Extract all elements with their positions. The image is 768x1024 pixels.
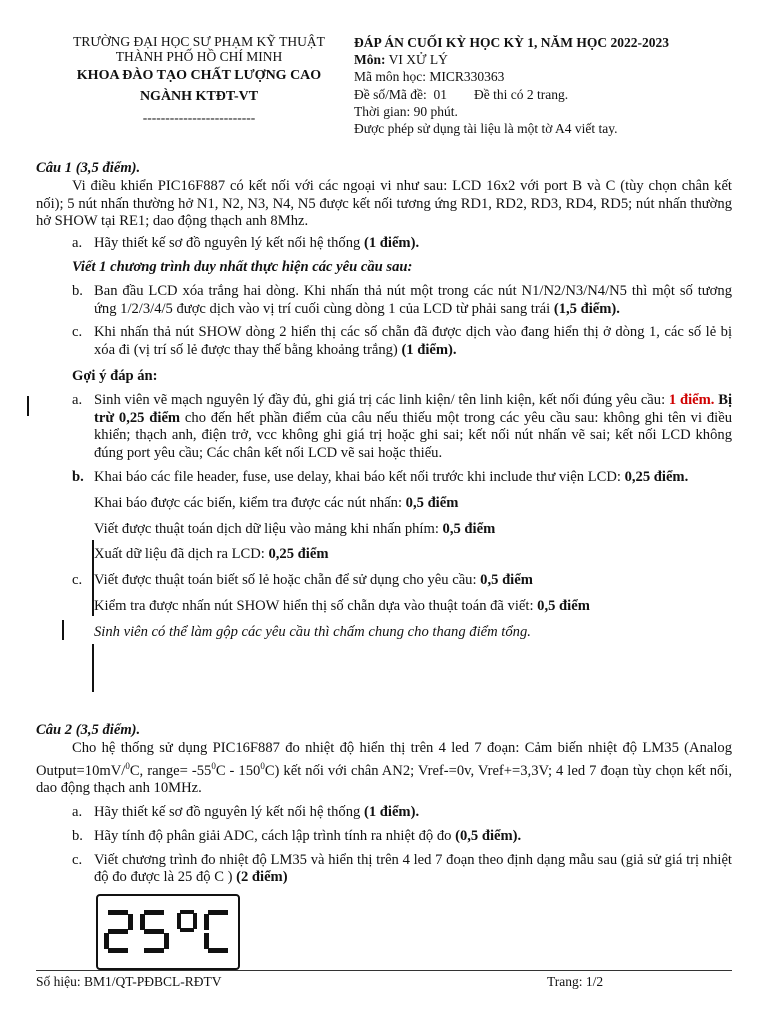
answer-b-item-2-points: 0,5 điểm [442,520,496,537]
question-1-part-c [36,324,732,360]
part-b-text: Ban đầu LCD xóa trắng hai dòng. Khi nhấn thả nút một trong các nút N1/N2/N3/N4/N5 thì một số tương ứng 1/2/3/4/5 được dịch vào vị trí cuối cùng dòng 1 của LCD từ phải sang trái [94,282,732,317]
question-2-part-b [36,828,732,846]
faculty-name: KHOA ĐÀO TẠO CHẤT LƯỢNG CAO [76,68,322,83]
seg-5-lower-right [164,933,169,949]
seg-2-lower-left [104,933,109,949]
question-2-intro-part3: C - 150 [215,762,261,779]
question-2-intro [36,740,732,798]
answer-b-bracket [92,540,94,616]
seg-deg-bottom [180,928,194,932]
question-2 [36,722,732,887]
part-c-text: Khi nhấn thả nút SHOW dòng 2 hiển thị các số chẵn đã được dịch vào đang hiển thị ở dòng 1, các số lẻ bị xóa đi (vị trí số lẻ được thay thế bằng khoảng trắng) [94,324,732,359]
q2-part-b-label: b. [72,827,83,844]
school-name-line1: TRƯỜNG ĐẠI HỌC SƯ PHẠM KỸ THUẬT [73,34,325,49]
answer-b-details [36,495,732,564]
seg-c-lower-left [204,933,209,949]
part-a-points: (1 điểm). [363,235,420,252]
answer-c [36,572,732,590]
q2-part-c-points: (2 điểm) [236,869,288,886]
answer-a [36,392,732,463]
part-b-label: b. [72,282,83,299]
answer-a-penalty: Bị trừ 0,25 điểm [94,391,732,426]
footer-doc-number: Số hiệu: BM1/QT-PĐBCL-RĐTV [36,974,222,989]
subject-code: Mã môn học: MICR330363 [354,69,505,85]
answer-c-label: c. [72,572,83,589]
q2-part-c-text: Viết chương trình đo nhiệt độ LM35 và hiển thị trên 4 led 7 đoạn theo định dạng mẫu sau (giả sử giá trị nhiệt độ đo được là 25 độ C ) [94,851,732,886]
q2-part-b-points: (0,5 điểm). [455,827,522,844]
seven-segment-display [96,894,240,970]
footer-rule [36,970,732,971]
answer-b-item-2 [94,521,732,539]
answer-a-score: 1 điểm. [668,391,715,408]
part-a-label: a. [72,235,83,252]
seg-deg-left [177,913,181,929]
seg-2-upper-right [128,914,133,930]
exam-time: Thời gian: 90 phút. [354,103,458,119]
answer-b-item-3-points: 0,25 điểm [268,546,329,563]
q2-part-c-label: c. [72,851,83,868]
question-1-intro: Vi điều khiển PIC16F887 có kết nối với các ngoại vi như sau: LCD 16x2 với port B và C (tùy chọn chân kết nối); 5 nút nhấn thường hở N1, N2, N3, N4, N5 được kết nối tương ứng RD1, RD2, RD3, RD4, RD5; nút nhấn thường hở SHOW tại RE1; dao động thạch anh 8Mhz. [36,177,732,230]
question-2-title: Câu 2 (3,5 điểm). [36,722,141,738]
answer-c-item-1-points: 0,5 điểm [537,597,590,614]
answer-c-marker [62,620,64,640]
seg-2-top [108,910,128,915]
answer-c-bracket [92,644,94,692]
answer-b-points: 0,25 điểm. [624,468,689,485]
question-2-intro-part2: C, range= -55 [129,762,212,779]
answer-b-item-1 [94,495,732,513]
answer-note: Sinh viên có thể làm gộp các yêu cầu thì chấm chung cho thang điểm tổng. [94,623,531,640]
answer-b-label: b. [72,468,84,485]
seg-5-upper-left [140,914,145,930]
question-1-title: Câu 1 (3,5 điểm). [36,160,141,176]
seg-c-bottom [208,948,228,953]
seg-2-bottom [108,948,128,953]
answer-b-item-1-points: 0,5 điểm [405,494,459,511]
subject-line [354,51,754,68]
header-divider: ------------------------- [142,110,256,125]
seg-5-bottom [144,948,164,953]
seg-c-top [208,910,228,915]
answer-a-label: a. [72,391,83,408]
seg-deg-right [193,913,197,929]
answer-a-rest: cho đến hết phần điểm của câu nếu thiếu một trong các yêu cầu sau: không ghi tên vi điều khiển; thạch anh, điện trở, vcc không ghi giá trị hoặc ghi sai; kết nối nút nhấn vẽ sai; kết nối LCD không đúng port yêu cầu; Các chân kết nối LCD vẽ sai hoặc thiếu. [94,409,732,462]
part-b-points: (1,5 điểm). [553,300,620,317]
seg-c-upper-left [204,914,209,930]
part-c-points: (1 điểm). [401,342,457,359]
q2-part-b-text: Hãy tính độ phân giải ADC, cách lập trình tính ra nhiệt độ đo [94,827,456,844]
school-name-line2: THÀNH PHỐ HỒ CHÍ MINH [115,49,283,64]
answer-b-item-3-text: Xuất dữ liệu đã dịch ra LCD: [94,546,269,563]
answer-c-text: Viết được thuật toán biết số lẻ hoặc chẵn để sử dụng cho yêu cầu: [94,572,481,589]
seg-deg-top [180,910,194,914]
question-2-intro-part4: C) kết nối với chân AN2; Vref-=0v, Vref+=3,3V; 4 led 7 đoạn tùy chọn kết nối, dao động thạch anh 10MHz. [36,762,733,797]
question-1 [36,160,732,642]
footer-page-number: Trang: 1/2 [547,974,604,989]
answer-b-item-3 [94,546,732,564]
answer-b [36,469,732,487]
question-1-part-a [36,235,732,253]
exam-title: ĐÁP ÁN CUỐI KỲ HỌC KỲ 1, NĂM HỌC 2022-2023 [354,35,669,50]
answer-b-item-1-text: Khai báo được các biến, kiểm tra được các nút nhấn: [94,494,406,511]
answer-c-item-1 [94,598,732,616]
seg-2-middle [108,929,128,934]
question-2-intro-part1: Cho hệ thống sử dụng PIC16F887 đo nhiệt độ hiển thị trên 4 led 7 đoạn: Cảm biến nhiệt độ LM35 (Analog Output=10mV/ [36,739,732,779]
answer-heading: Gợi ý đáp án: [72,367,158,384]
q2-part-a-label: a. [72,804,83,821]
question-2-part-a [36,804,732,822]
edit-marker-bar [27,396,29,416]
school-header [60,34,338,125]
degree-superscript-3: 0 [260,760,265,771]
answer-c-item-1-text: Kiểm tra được nhấn nút SHOW hiển thị số chẵn dựa vào thuật toán đã viết: [94,597,538,614]
q2-part-a-text: Hãy thiết kế sơ đồ nguyên lý kết nối hệ thống [94,804,364,821]
part-c-label: c. [72,324,83,341]
seven-segment-digits-svg [98,896,238,968]
seg-5-middle [144,929,164,934]
exam-info [354,34,754,137]
major-name: NGÀNH KTĐT-VT [139,89,259,104]
seg-5-top [144,910,164,915]
answer-b-item-2-text: Viết được thuật toán dịch dữ liệu vào mảng khi nhấn phím: [94,520,443,537]
exam-number: Đề số/Mã đề: 01 Đề thi có 2 trang. [354,86,569,102]
program-heading: Viết 1 chương trình duy nhất thực hiện các yêu cầu sau: [72,258,413,275]
question-1-part-b [36,283,732,319]
part-a-text: Hãy thiết kế sơ đồ nguyên lý kết nối hệ thống [94,235,364,252]
question-2-part-c [36,852,732,888]
allowed-materials: Được phép sử dụng tài liệu là một tờ A4 viết tay. [354,121,618,137]
degree-superscript-2: 0 [211,760,216,771]
q2-part-a-points: (1 điểm). [363,804,420,821]
answer-b-text: Khai báo các file header, fuse, use delay, khai báo kết nối trước khi include thư viện LCD: [94,468,625,485]
answer-c-points: 0,5 điểm [480,572,533,589]
degree-superscript-1: 0 [125,760,130,771]
answer-c-details [36,598,732,642]
answer-a-text: Sinh viên vẽ mạch nguyên lý đầy đủ, ghi giá trị các linh kiện/ tên linh kiện, kết nối đúng yêu cầu: [94,391,669,408]
subject-name: VI XỬ LÝ [388,52,448,68]
subject-label: Môn: [354,52,386,68]
